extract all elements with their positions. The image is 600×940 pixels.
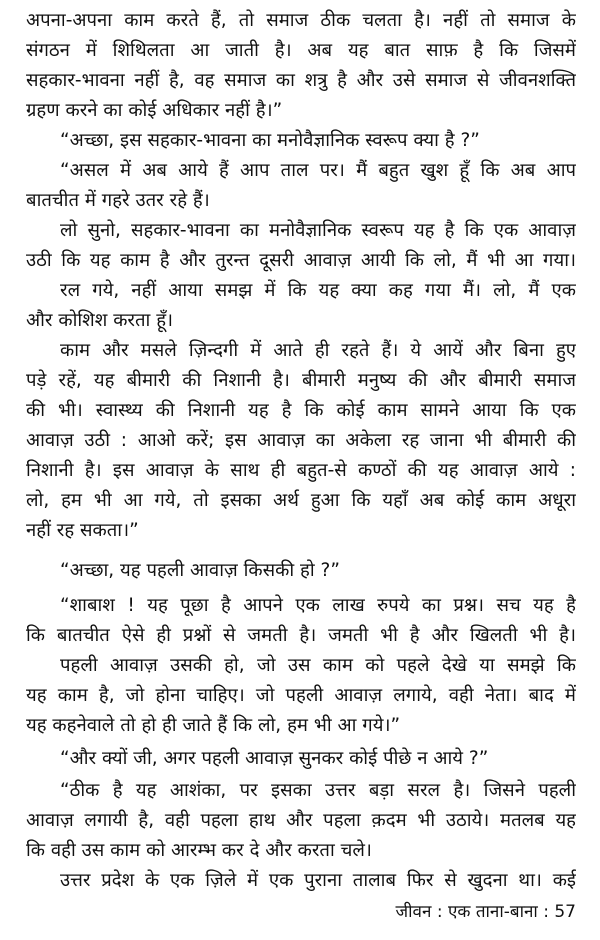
text-line: “अच्छा, यह पहली आवाज़ किसकी हो ?” <box>60 560 340 581</box>
text-line: कि बातचीत ऐसे ही प्रश्नों से जमती है। जमती भी है और खिलती भी है। <box>26 625 576 646</box>
text-line: पहली आवाज़ उसकी हो, जो उस काम को पहले देखे या समझे कि <box>60 655 576 676</box>
text-line: “असल में अब आये हैं आप ताल पर। मैं बहुत खुश हूँ कि अब आप <box>60 160 576 181</box>
text-line: “और क्यों जी, अगर पहली आवाज़ सुनकर कोई पीछे न आये ?” <box>60 748 489 769</box>
text-line: आवाज़ लगायी है, वही पहला हाथ और पहला क़दम भी उठाये। मतलब यह <box>26 810 576 831</box>
book-page <box>26 6 576 931</box>
text-line: पड़े रहें, यह बीमारी की निशानी है। बीमारी मनुष्य की और बीमारी समाज <box>26 370 576 391</box>
text-line: “शाबाश ! यह पूछा है आपने एक लाख रुपये का प्रश्न। सच यह है <box>60 595 576 616</box>
text-line: कि वही उस काम को आरम्भ कर दे और करता चले। <box>26 840 372 861</box>
text-line: अपना-अपना काम करते हैं, तो समाज ठीक चलता है। नहीं तो समाज के <box>26 10 576 31</box>
text-line: यह काम है, जो होना चाहिए। जो पहली आवाज़ लगाये, वही नेता। बाद में <box>26 685 576 706</box>
text-line: उत्तर प्रदेश के एक ज़िले में एक पुराना तालाब फिर से खुदना था। कई <box>60 870 576 891</box>
text-line: और कोशिश करता हूँ। <box>26 310 174 331</box>
text-line: रल गये, नहीं आया समझ में कि यह क्या कह गया मैं। लो, मैं एक <box>60 280 576 301</box>
text-line: नहीं रह सकता।” <box>26 520 139 541</box>
text-line: आवाज़ उठी : आओ करें; इस आवाज़ का अकेला रह जाना भी बीमारी की <box>26 430 576 451</box>
text-line: बातचीत में गहरे उतर रहे हैं। <box>26 190 210 211</box>
text-line: काम और मसले ज़िन्दगी में आते ही रहते हैं। ये आयें और बिना हुए <box>60 340 576 361</box>
page-footer: जीवन : एक ताना-बाना : 57 <box>395 902 576 922</box>
text-line: संगठन में शिथिलता आ जाती है। अब यह बात साफ़ है कि जिसमें <box>26 40 576 61</box>
text-line: निशानी है। इस आवाज़ के साथ ही बहुत-से कण्ठों की यह आवाज़ आये : <box>26 460 576 481</box>
text-line: “ठीक है यह आशंका, पर इसका उत्तर बड़ा सरल है। जिसने पहली <box>60 780 576 801</box>
text-line: सहकार-भावना नहीं है, वह समाज का शत्रु है और उसे समाज से जीवनशक्ति <box>26 70 576 91</box>
text-line: लो, हम भी आ गये, तो इसका अर्थ हुआ कि यहाँ अब कोई काम अधूरा <box>26 490 576 511</box>
text-line: उठी कि यह काम है और तुरन्त दूसरी आवाज़ आयी कि लो, मैं भी आ गया। <box>26 250 576 271</box>
text-line: की भी। स्वास्थ्य की निशानी यह है कि कोई काम सामने आया कि एक <box>26 400 576 421</box>
text-line: “अच्छा, इस सहकार-भावना का मनोवैज्ञानिक स्वरूप क्या है ?” <box>60 130 480 151</box>
text-line: लो सुनो, सहकार-भावना का मनोवैज्ञानिक स्वरूप यह है कि एक आवाज़ <box>60 220 576 241</box>
text-line: यह कहनेवाले तो हो ही जाते हैं कि लो, हम भी आ गये।” <box>26 715 401 736</box>
text-line: ग्रहण करने का कोई अधिकार नहीं है।” <box>26 100 283 121</box>
